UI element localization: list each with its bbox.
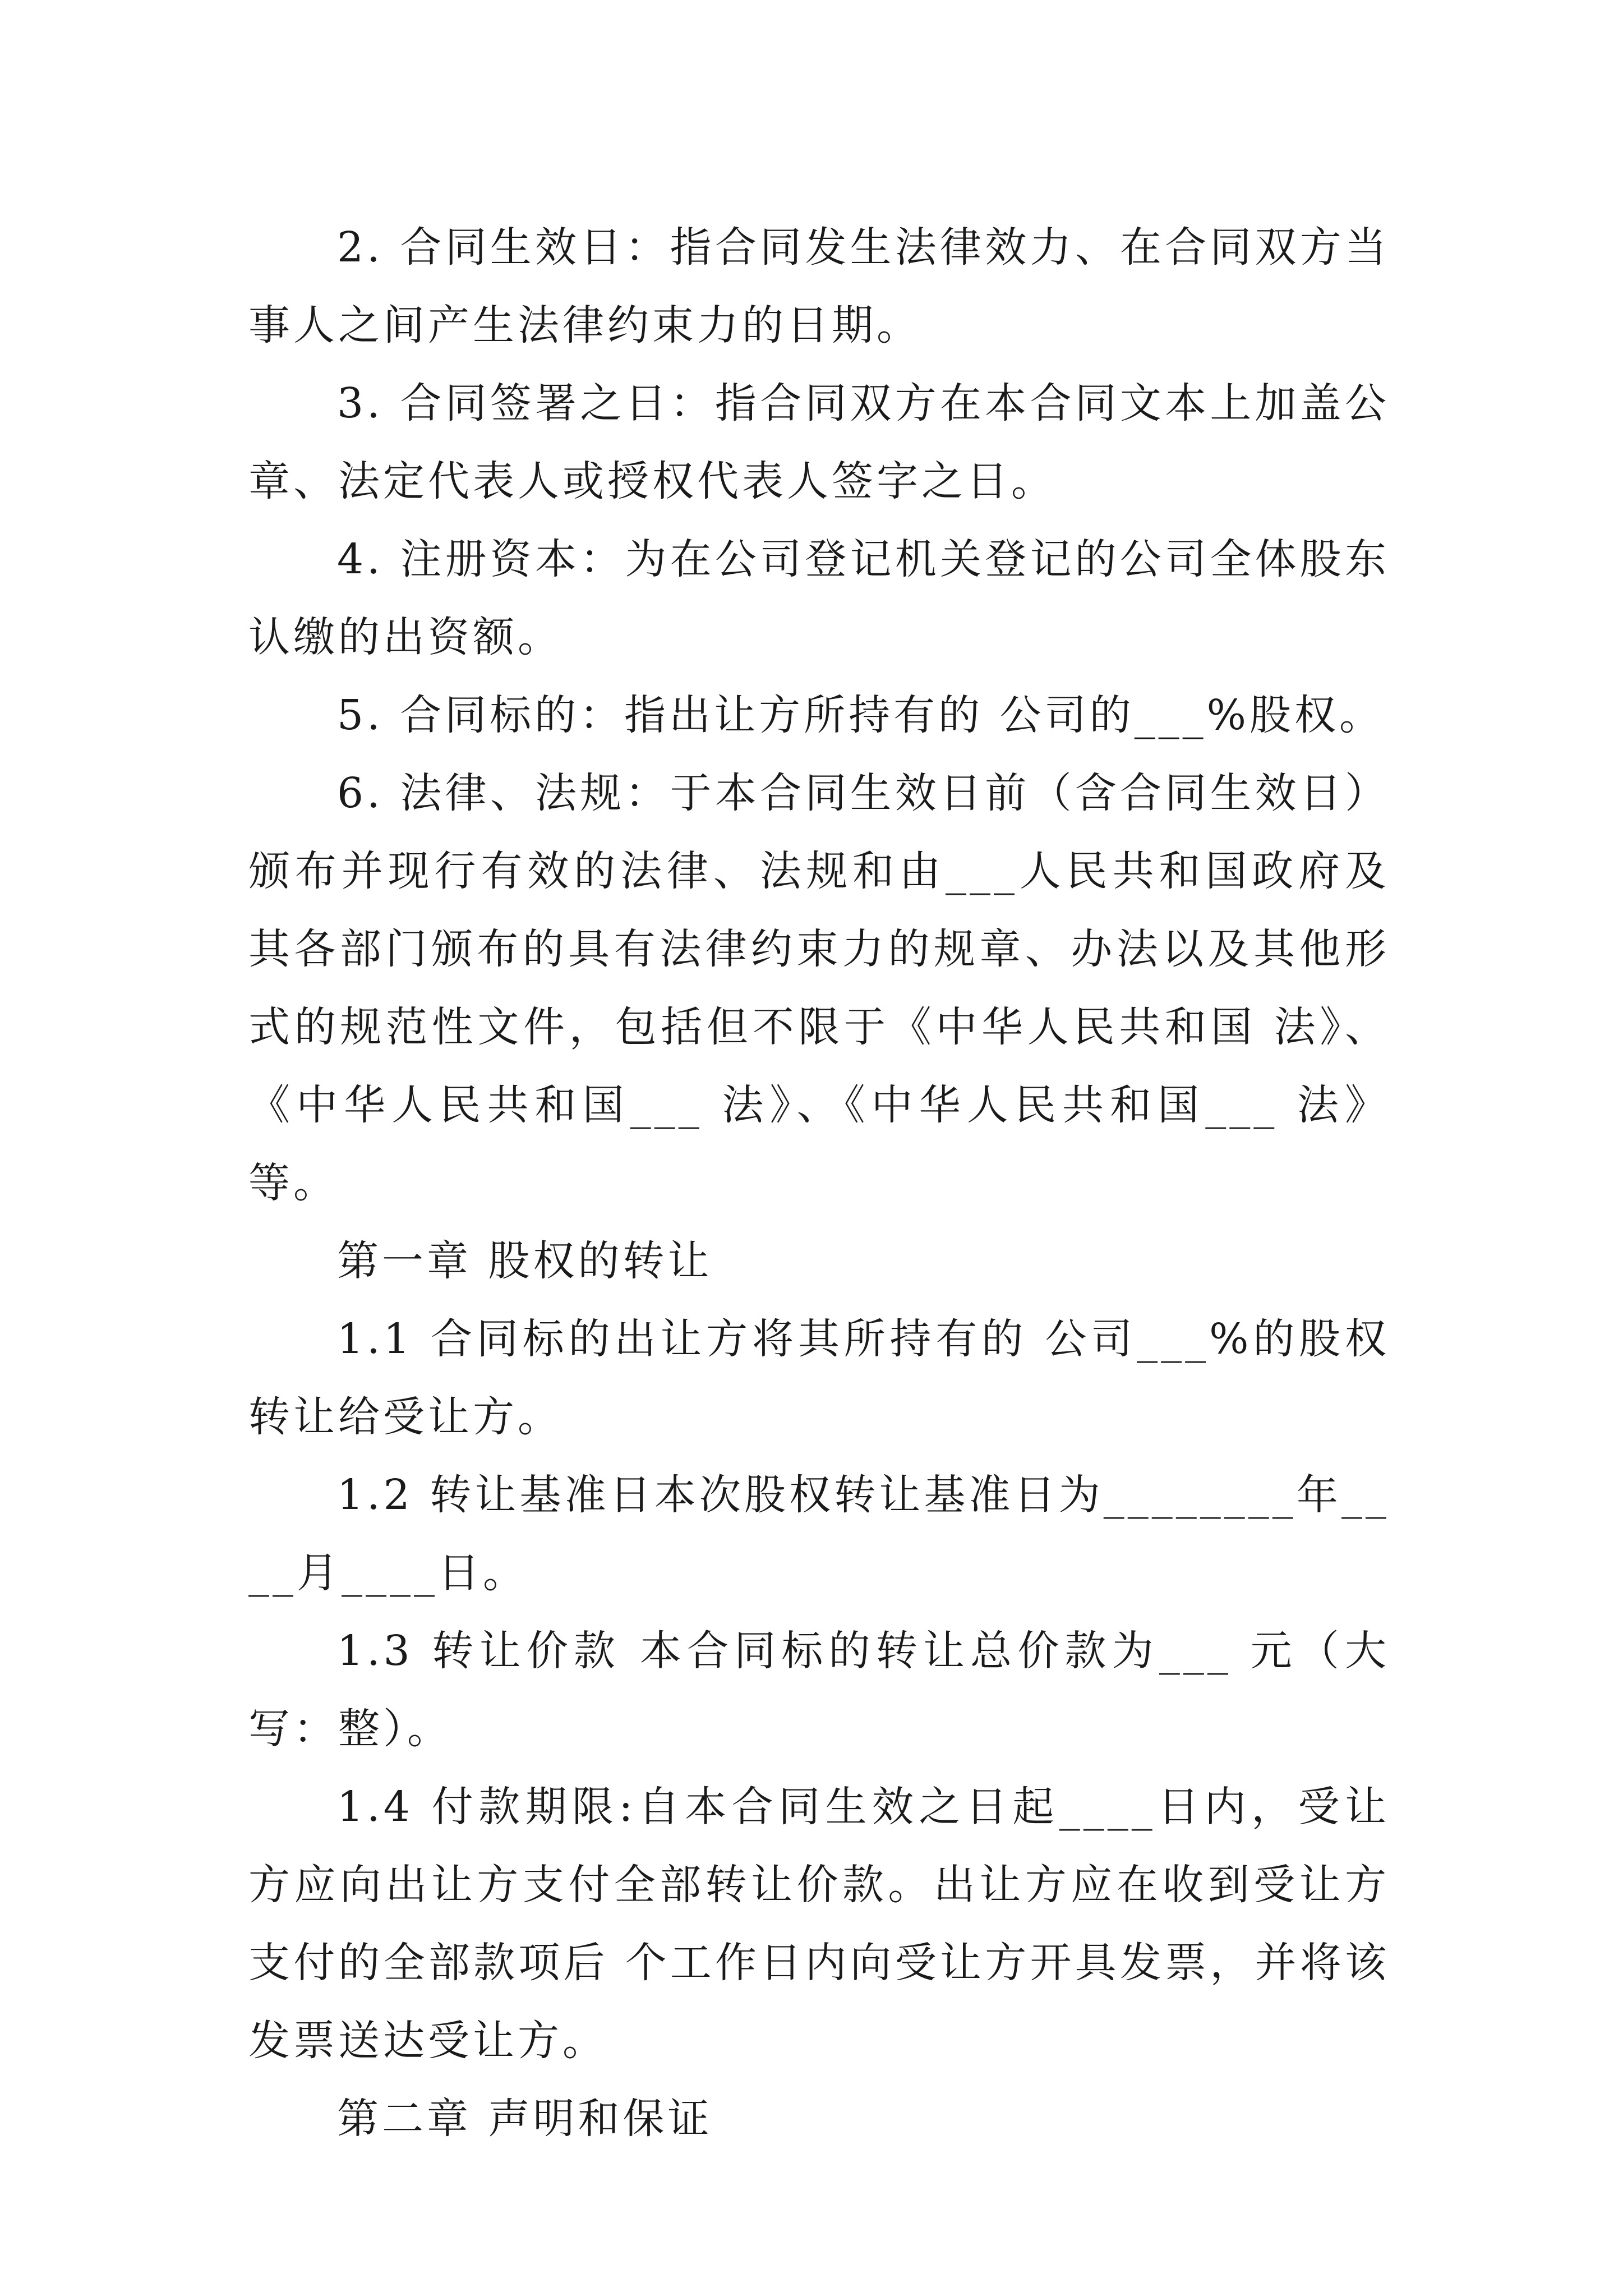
definition-laws-regulations: 6. 法律、法规：于本合同生效日前（含合同生效日）颁布并现行有效的法律、法规和由___人民共和国政府及其各部门颁布的具有法律约束力的规章、办法以及其他形式的规范性文件，包括但不限于《中华人民共和国 法》、《中华人民共和国___ 法》、《中华人民共和国___ 法》等。	[248, 769, 1390, 1207]
clause-1-2: 1.2 转让基准日本次股权转让基准日为________年____月____日。	[248, 1471, 1390, 1597]
clause-1-4: 1.4 付款期限:自本合同生效之日起____日内，受让方应向出让方支付全部转让价款。出让方应在收到受让方支付的全部款项后 个工作日内向受让方开具发票，并将该发票送达受让方。	[248, 1783, 1390, 2065]
definition-contract-subject: 5. 合同标的：指出让方所持有的 公司的___%股权。	[337, 691, 1384, 739]
chapter-two-heading: 第二章 声明和保证	[337, 2095, 713, 2143]
document-body	[248, 209, 1390, 2158]
definition-effective-date: 2. 合同生效日：指合同发生法律效力、在合同双方当事人之间产生法律约束力的日期。	[248, 223, 1390, 349]
definition-registered-capital: 4. 注册资本：为在公司登记机关登记的公司全体股东认缴的出资额。	[248, 535, 1390, 661]
clause-1-1: 1.1 合同标的出让方将其所持有的 公司___%的股权转让给受让方。	[248, 1315, 1390, 1441]
clause-1-3: 1.3 转让价款 本合同标的转让总价款为___ 元（大写：整）。	[248, 1627, 1390, 1753]
definition-signing-date: 3. 合同签署之日：指合同双方在本合同文本上加盖公章、法定代表人或授权代表人签字之日。	[248, 379, 1390, 505]
chapter-one-heading: 第一章 股权的转让	[337, 1237, 713, 1285]
